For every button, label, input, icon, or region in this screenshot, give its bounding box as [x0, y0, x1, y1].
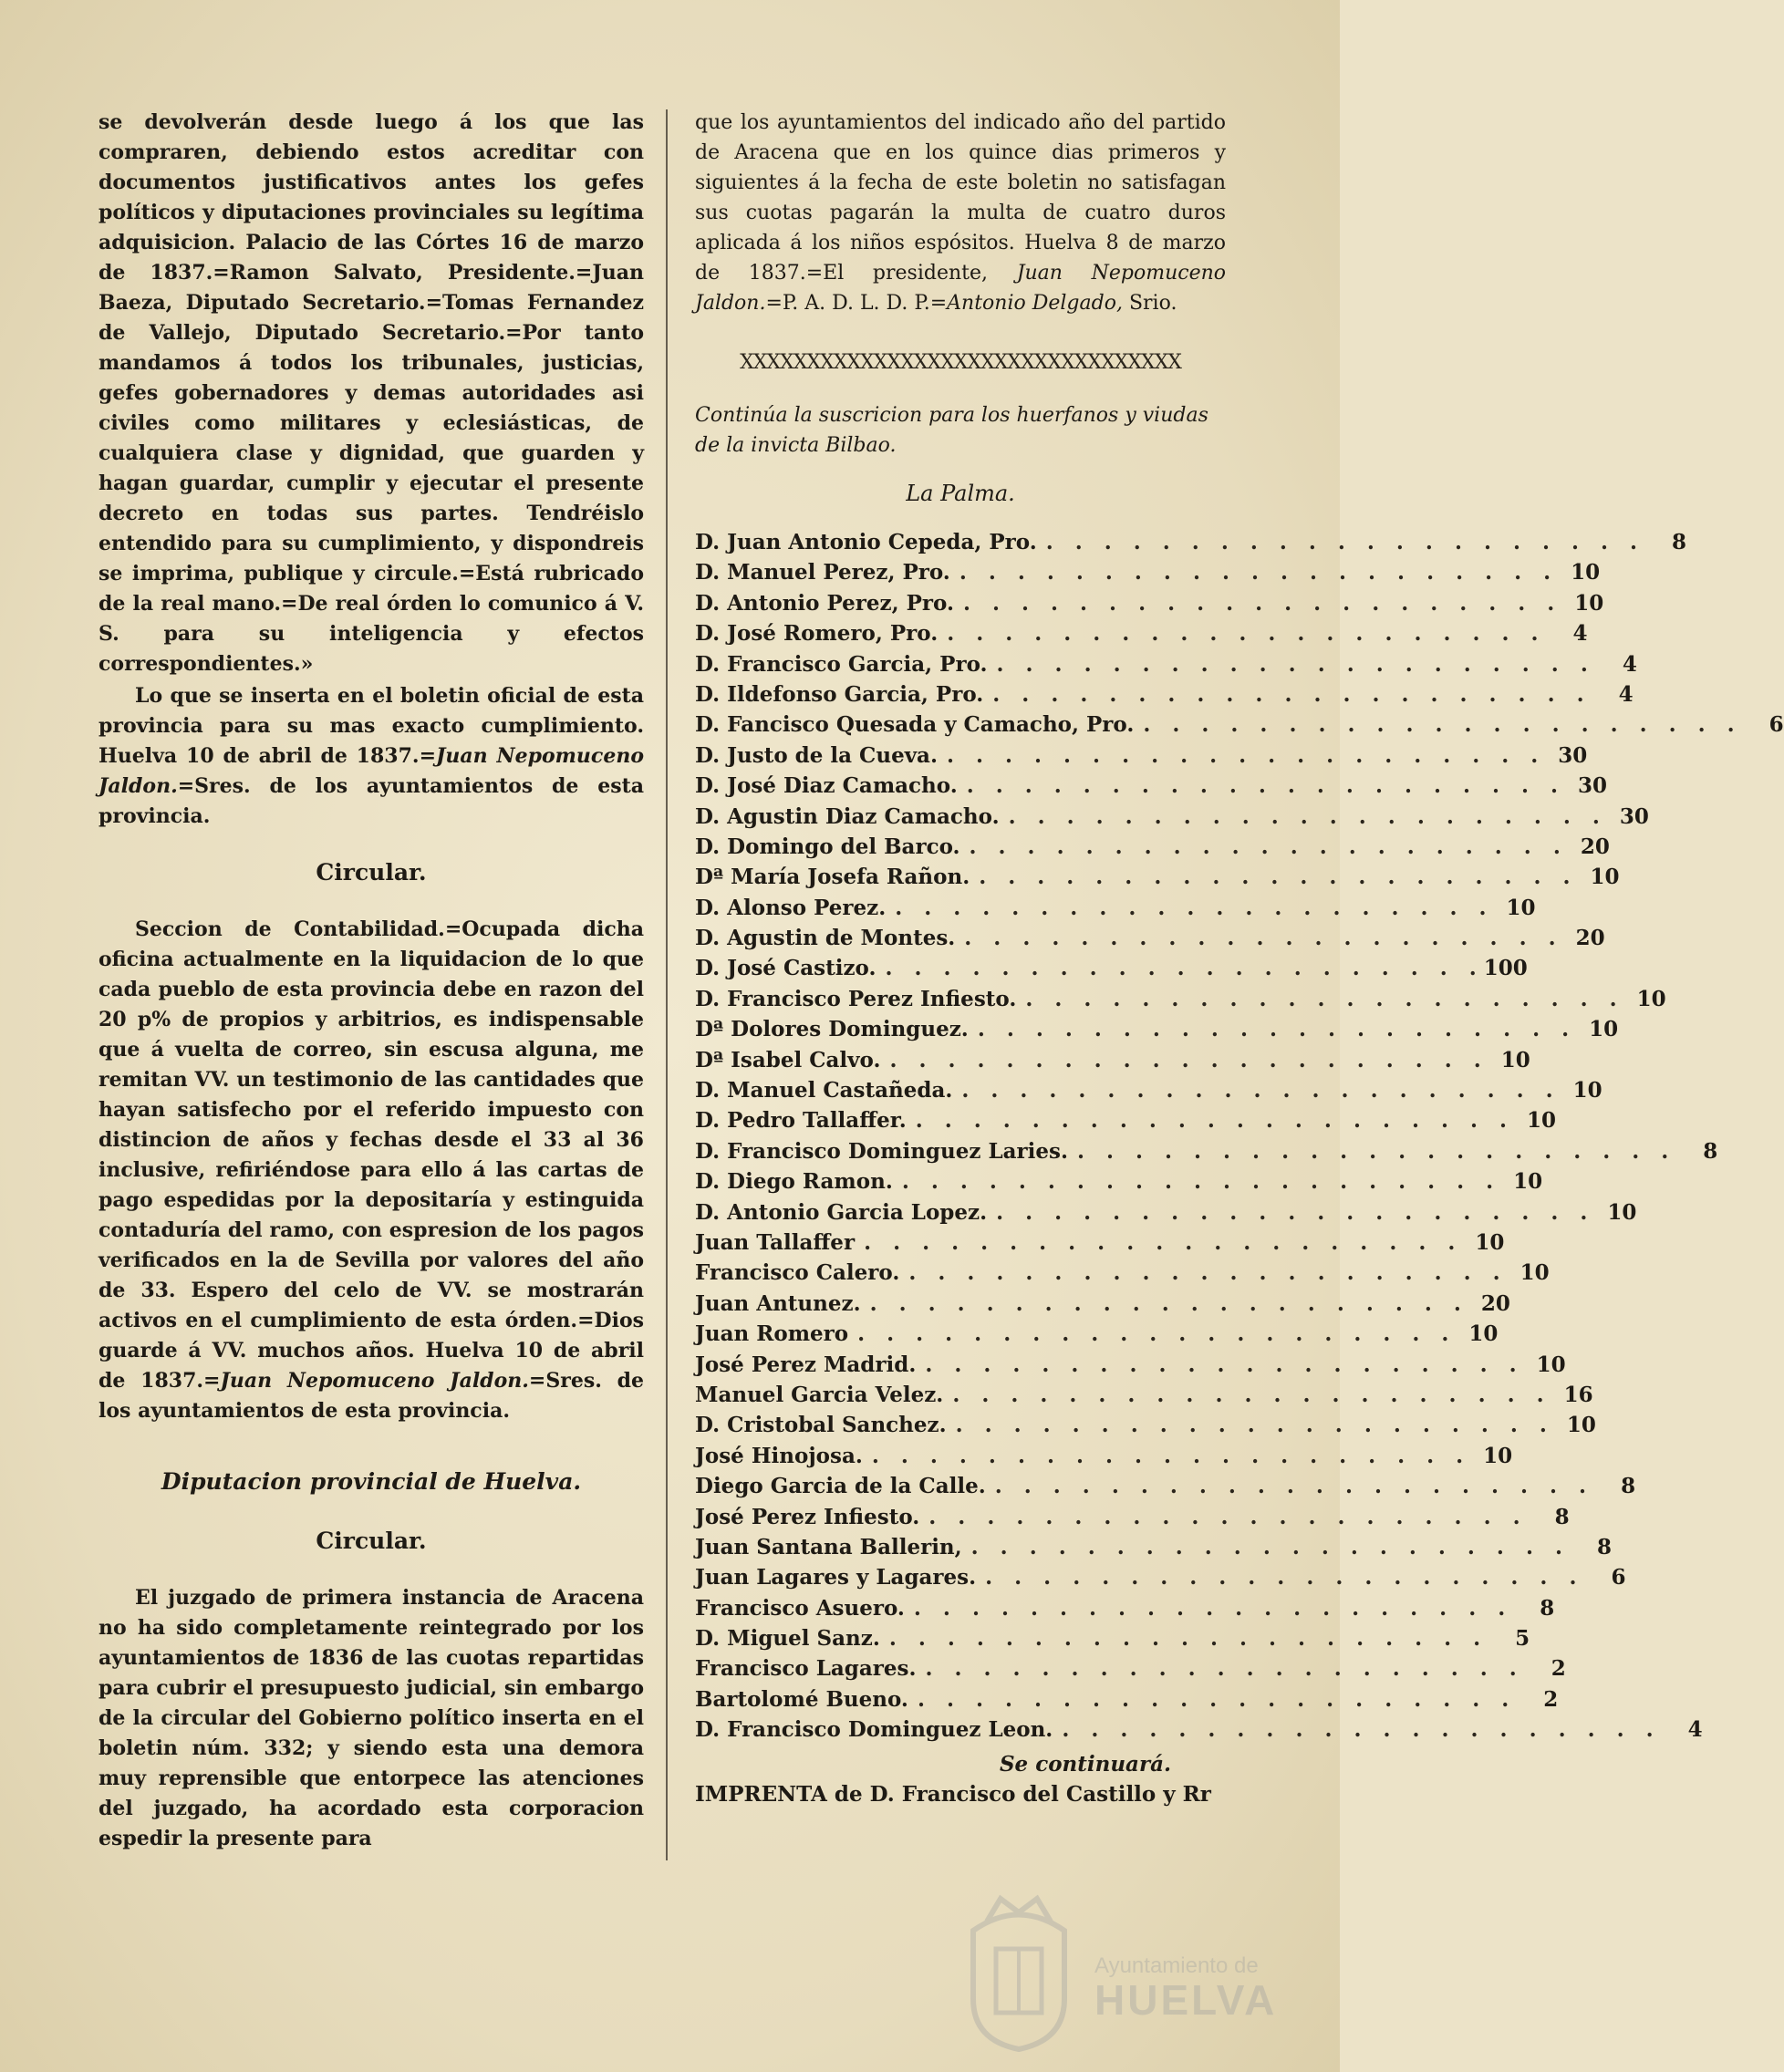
donor-name: José Hinojosa. [695, 1443, 863, 1468]
donor-entry [695, 1656, 1566, 1686]
watermark-line-2: HUELVA [1094, 1976, 1278, 2024]
right-paragraph-1-text: que los ayuntamientos del indicado año del partido de Aracena que en los quince dias primeros y siguientes á la fecha de este boletin no satisfagan sus cuotas pagarán la multa de cuatro duros aplicada á los niños espósitos. Huelva 8 de marzo de 1837.=El presidente, [695, 111, 1226, 285]
right-paragraph-1 [695, 108, 1226, 318]
leader-dots: . . . . . . . . . . . . . . . . . . . . . [952, 1382, 1551, 1407]
leader-dots: . . . . . . . . . . . . . . . . . . . . . [966, 773, 1566, 799]
donor-entry [695, 621, 1588, 651]
donor-name: D. Miguel Sanz. [695, 1626, 880, 1652]
leader-dots: . . . . . . . . . . . . . . . . . . . . . [955, 1413, 1554, 1438]
donor-entry [695, 1260, 1550, 1290]
donor-amount: 2 [1543, 1686, 1559, 1712]
right-paragraph-1-end-2: Srio. [1122, 292, 1177, 315]
donor-amount: 10 [1506, 895, 1536, 920]
donor-amount: 4 [1687, 1717, 1703, 1743]
leader-dots: . . . . . . . . . . . . . . . . . . . . . [925, 1352, 1524, 1377]
leader-dots: . . . . . . . . . . . . . . . . . . . . . [1025, 986, 1624, 1011]
donor-amount: 8 [1596, 1534, 1612, 1559]
donor-entry [695, 926, 1605, 956]
leader-dots: . . . . . . . . . . . . . . . . . . . . . [901, 1169, 1501, 1195]
leader-dots: . . . . . . . . . . . . . . . . . . . . . [895, 895, 1494, 920]
leader-dots: . . . . . . . . . . . . . . . . . . . . . [962, 590, 1562, 616]
donor-entry [695, 1474, 1636, 1504]
donor-entry [695, 1595, 1555, 1626]
donor-entry [695, 803, 1649, 834]
donor-name: D. Justo de la Cueva. [695, 742, 938, 768]
donor-name: D. Alonso Perez. [695, 895, 887, 920]
donor-amount: 16 [1563, 1382, 1593, 1407]
left-paragraph-2-end: =Sres. de los ayuntamientos de esta provincia. [99, 774, 644, 828]
donor-name: D. José Diaz Camacho. [695, 773, 958, 799]
donor-entry [695, 1382, 1593, 1413]
donor-name: Juan Lagares y Lagares. [695, 1565, 977, 1590]
donor-name: José Perez Madrid. [695, 1352, 917, 1377]
donor-entry [695, 834, 1610, 865]
donor-entry [695, 1443, 1513, 1474]
donor-entry [695, 956, 1528, 986]
donor-name: D. Francisco Perez Infiesto. [695, 986, 1017, 1011]
donor-entry [695, 1534, 1612, 1565]
donor-amount: 6 [1611, 1565, 1626, 1590]
left-paragraph-2-text: Lo que se inserta en el boletin oficial de esta provincia para su mas exacto cumplimiento. Huelva 10 de abril de 1837.= [99, 684, 644, 768]
leader-dots: . . . . . . . . . . . . . . . . . . . . . [1062, 1717, 1661, 1743]
donor-name: D. Antonio Perez, Pro. [695, 590, 954, 616]
leader-dots: . . . . . . . . . . . . . . . . . . . . . [947, 621, 1546, 647]
right-paragraph-1-signature: Juan Nepomuceno Jaldon. [695, 262, 1227, 315]
donor-amount: 10 [1589, 1017, 1619, 1042]
donor-entry [695, 1321, 1499, 1352]
donor-amount: 20 [1580, 834, 1610, 859]
donor-entry [695, 1717, 1703, 1747]
watermark-line-1: Ayuntamiento de [1094, 1953, 1259, 1978]
donor-entry [695, 712, 1784, 742]
donor-amount: 10 [1590, 865, 1620, 890]
donor-entry [695, 1626, 1530, 1656]
left-column [99, 108, 644, 1854]
donor-amount: 4 [1622, 651, 1637, 677]
leader-dots: . . . . . . . . . . . . . . . . . . . . . [889, 1047, 1488, 1072]
donor-entry [695, 1352, 1566, 1383]
leader-dots: . . . . . . . . . . . . . . . . . . . . . [1008, 803, 1607, 829]
donor-amount: 10 [1500, 1047, 1530, 1072]
donor-entry [695, 742, 1588, 773]
donor-name: D. Francisco Dominguez Laries. [695, 1138, 1068, 1164]
donor-name: D. Pedro Tallaffer. [695, 1108, 907, 1134]
donor-name: Manuel Garcia Velez. [695, 1382, 944, 1407]
watermark-text [1094, 1953, 1277, 2025]
donor-amount: 10 [1527, 1108, 1557, 1134]
leader-dots: . . . . . . . . . . . . . . . . . . . . . [964, 926, 1563, 951]
donor-name: D. Manuel Castañeda. [695, 1078, 953, 1103]
place-heading: La Palma. [906, 481, 1015, 506]
leader-dots: . . . . . . . . . . . . . . . . . . . . . [869, 1290, 1468, 1316]
leader-dots: . . . . . . . . . . . . . . . . . . . . . [996, 651, 1595, 677]
donor-amount: 10 [1536, 1352, 1566, 1377]
donor-name: D. Juan Antonio Cepeda, Pro. [695, 530, 1037, 554]
continues-note: Se continuará. [999, 1751, 1171, 1777]
coat-of-arms-icon [959, 1880, 1078, 2054]
left-paragraph-3 [99, 915, 644, 1426]
donor-amount: 8 [1621, 1474, 1636, 1499]
imprint-line: IMPRENTA de D. Francisco del Castillo y Rr [695, 1781, 1211, 1807]
leader-dots: . . . . . . . . . . . . . . . . . . . . . [925, 1656, 1524, 1682]
donor-entry [695, 1504, 1570, 1535]
donor-name: D. Agustin Diaz Camacho. [695, 803, 1000, 829]
donor-amount: 8 [1554, 1504, 1570, 1529]
donor-amount: 10 [1520, 1260, 1550, 1286]
donor-entry [695, 1108, 1557, 1138]
donor-entry [695, 681, 1634, 712]
donor-entry [695, 530, 1687, 560]
leader-dots: . . . . . . . . . . . . . . . . . . . . . [985, 1565, 1584, 1590]
leader-dots: . . . . . . . . . . . . . . . . . . . . . [857, 1321, 1457, 1347]
leader-dots: . . . . . . . . . . . . . . . . . . . . . [913, 1595, 1513, 1621]
leader-dots: . . . . . . . . . . . . . . . . . . . . . [1076, 1138, 1676, 1164]
donor-name: Bartolomé Bueno. [695, 1686, 908, 1712]
donor-name: D. Antonio Garcia Lopez. [695, 1199, 988, 1225]
donor-name: D. Agustin de Montes. [695, 926, 956, 951]
donor-entry [695, 1413, 1596, 1443]
donor-name: Juan Tallaffer [695, 1229, 856, 1255]
donor-amount: 8 [1540, 1595, 1555, 1621]
leader-dots: . . . . . . . . . . . . . . . . . . . . . [908, 1260, 1508, 1286]
donor-entry [695, 1078, 1602, 1108]
donor-amount: 10 [1572, 1078, 1602, 1103]
donor-name: Juan Romero [695, 1321, 849, 1347]
donor-amount: 5 [1515, 1626, 1530, 1652]
right-paragraph-1-signature-2: Antonio Delgado, [947, 292, 1123, 315]
donor-amount: 8 [1703, 1138, 1718, 1164]
left-paragraph-3-text: Seccion de Contabilidad.=Ocupada dicha oficina actualmente en la liquidacion de lo que cada pueblo de esta provincia debe en razon del 20 p% de propios y arbitrios, es indispensable que á vuelta de correo, sin escusa alguna, me remitan VV. un testimonio de las cantidades que hayan satisfecho por el referido impuesto con distincion de años y fechas desde el 33 al 36 inclusive, refiriéndose para ello á las cartas de pago espedidas por la depositaría y estinguida contaduría del ramo, con espresion de los pagos verificados en la de Sevilla por valores del año de 33. Espero del celo de VV. se mostrarán activos en el cumplimiento de esta órden.=Dios guarde á VV. muchos años. Huelva 10 de abril de 1837. [99, 917, 644, 1393]
donor-amount: 10 [1636, 986, 1666, 1011]
right-paragraph-1-end: =P. A. D. L. D. P.= [765, 292, 948, 315]
leader-dots: . . . . . . . . . . . . . . . . . . . . . [888, 1626, 1488, 1652]
donor-entry [695, 1229, 1505, 1260]
left-paragraph-2 [99, 681, 644, 832]
leader-dots: . . . . . . . . . . . . . . . . . . . . . [970, 1534, 1570, 1559]
donor-name: Dª María Josefa Rañon. [695, 865, 970, 890]
right-column [695, 108, 1784, 1807]
left-paragraph-3-signature: =Juan Nepomuceno Jaldon. [203, 1369, 529, 1393]
donor-entry [695, 895, 1536, 926]
heading-circular-2: Circular. [316, 1528, 427, 1554]
leader-dots: . . . . . . . . . . . . . . . . . . . . . [871, 1443, 1471, 1468]
donor-entry [695, 590, 1604, 621]
donor-amount: 100 [1483, 956, 1528, 981]
leader-dots: . . . . . . . . . . . . . . . . . . . . . [864, 1229, 1463, 1255]
watermark-logo [959, 1880, 1288, 2063]
donor-entry [695, 651, 1637, 682]
donor-entry [695, 1017, 1619, 1047]
donor-amount: 4 [1572, 621, 1588, 647]
donor-amount: 30 [1578, 773, 1608, 799]
donor-entry [695, 1169, 1543, 1199]
donor-name: Juan Santana Ballerin, [695, 1534, 962, 1559]
donor-entry [695, 773, 1608, 803]
donor-entry [695, 1199, 1637, 1230]
donor-amount: 10 [1483, 1443, 1513, 1468]
column-divider [666, 109, 668, 1860]
donor-amount: 10 [1607, 1199, 1637, 1225]
donor-amount: 10 [1475, 1229, 1505, 1255]
left-paragraph-2-signature: Juan Nepomuceno Jaldon. [99, 744, 644, 798]
heading-diputacion: Diputacion provincial de Huelva. [161, 1468, 582, 1495]
leader-dots: . . . . . . . . . . . . . . . . . . . . . [1045, 530, 1645, 554]
donor-amount: 8 [1672, 530, 1687, 554]
donor-list [695, 530, 1784, 1748]
donor-name: D. Fancisco Quesada y Camacho, Pro. [695, 712, 1135, 738]
donor-name: D. Francisco Garcia, Pro. [695, 651, 988, 677]
left-paragraph-1: se devolverán desde luego á los que las compraren, debiendo estos acreditar con documentos justificativos antes los gefes políticos y diputaciones provinciales su legítima adquisicion. Palacio de las Córtes 16 de marzo de 1837.=Ramon Salvato, Presidente.=Juan Baeza, Diputado Secretario.=Tomas Fernandez de Vallejo, Diputado Secretario.=Por tanto mandamos á todos los tribunales, justicias, gefes gobernadores y demas autoridades asi civiles como militares y eclesiásticas, de cualquiera clase y dignidad, que guarden y hagan guardar, cumplir y ejecutar el presente decreto en todas sus partes. Tendréislo entendido para su cumplimiento, y dispondreis se imprima, publique y circule.=Está rubricado de la real mano.=De real órden lo comunico á V. S. para su inteligencia y efectos correspondientes.» [99, 110, 644, 676]
donor-name: D. Francisco Dominguez Leon. [695, 1717, 1053, 1743]
donor-amount: 20 [1480, 1290, 1510, 1316]
leader-dots: . . . . . . . . . . . . . . . . . . . . . [928, 1504, 1528, 1529]
donor-name: D. José Castizo. [695, 956, 876, 981]
leader-dots: . . . . . . . . . . . . . . . . . . . . . [994, 1474, 1594, 1499]
donor-name: Francisco Calero. [695, 1260, 900, 1286]
ornamental-divider: XXXXXXXXXXXXXXXXXXXXXXXXXXXXXXXXX [740, 351, 1181, 374]
donor-amount: 6 [1768, 712, 1784, 738]
heading-circular-1: Circular. [316, 859, 427, 886]
donor-name: D. Ildefonso Garcia, Pro. [695, 681, 984, 707]
donor-amount: 4 [1618, 681, 1634, 707]
donor-name: Diego Garcia de la Calle. [695, 1474, 986, 1499]
donor-name: D. Domingo del Barco. [695, 834, 960, 859]
donor-entry [695, 1686, 1559, 1717]
donor-name: D. Manuel Perez, Pro. [695, 560, 950, 585]
leader-dots: . . . . . . . . . . . . . . . . . . . . . [959, 560, 1559, 585]
donor-entry [695, 865, 1620, 895]
donor-name: Juan Antunez. [695, 1290, 861, 1316]
donor-entry [695, 986, 1666, 1017]
donor-name: D. Diego Ramon. [695, 1169, 893, 1195]
donor-name: D. Cristobal Sanchez. [695, 1413, 947, 1438]
donor-name: Francisco Lagares. [695, 1656, 917, 1682]
leader-dots: . . . . . . . . . . . . . . . . . . . . . [979, 865, 1578, 890]
donor-entry [695, 1138, 1718, 1169]
donor-amount: 20 [1575, 926, 1605, 951]
leader-dots: . . . . . . . . . . . . . . . . . . . . . [969, 834, 1568, 859]
leader-dots: . . . . . . . . . . . . . . . . . . . . . [1143, 712, 1742, 738]
donor-amount: 2 [1551, 1656, 1566, 1682]
donor-name: Francisco Asuero. [695, 1595, 905, 1621]
leader-dots: . . . . . . . . . . . . . . . . . . . . . [961, 1078, 1561, 1103]
donor-entry [695, 1290, 1510, 1321]
donor-name: José Perez Infiesto. [695, 1504, 920, 1529]
leader-dots: . . . . . . . . . . . . . . . . . . . . . [996, 1199, 1595, 1225]
left-paragraph-3-end: =Sres. de los ayuntamientos de esta provincia. [99, 1369, 645, 1423]
donor-name: Dª Isabel Calvo. [695, 1047, 881, 1072]
donor-amount: 10 [1468, 1321, 1499, 1347]
leader-dots: . . . . . . . . . . . . . . . . . . . . . [917, 1686, 1517, 1712]
leader-dots: . . . . . . . . . . . . . . . . . . . . . [915, 1108, 1515, 1134]
donor-name: D. José Romero, Pro. [695, 621, 939, 647]
donor-amount: 10 [1571, 560, 1601, 585]
leader-dots: . . . . . . . . . . . . . . . . . . . . . [992, 681, 1592, 707]
donor-amount: 30 [1558, 742, 1588, 768]
donor-name: Dª Dolores Dominguez. [695, 1017, 969, 1042]
leader-dots: . . . . . . . . . . . . . . . . . . . . . [946, 742, 1546, 768]
leader-dots: . . . . . . . . . . . . . . . . . . . . . [977, 1017, 1577, 1042]
leader-dots: . . . . . . . . . . . . . . . . . . . . . [885, 956, 1484, 981]
donor-entry [695, 1565, 1626, 1595]
subscription-intro: Continúa la suscricion para los huerfanos y viudas de la invicta Bilbao. [695, 404, 1208, 457]
donor-entry [695, 1047, 1530, 1078]
donor-amount: 10 [1513, 1169, 1543, 1195]
donor-entry [695, 560, 1601, 590]
donor-amount: 30 [1619, 803, 1649, 829]
donor-amount: 10 [1574, 590, 1604, 616]
donor-amount: 10 [1566, 1413, 1596, 1438]
left-paragraph-4: El juzgado de primera instancia de Aracena no ha sido completamente reintegrado por los ayuntamientos de 1836 de las cuotas repartidas para cubrir el presupuesto judicial, sin embargo de la circular del Gobierno político inserta en el boletin núm. 332; y siendo esta una demora muy reprensible que entorpece las atenciones del juzgado, ha acordado esta corporacion espedir la presente para [99, 1586, 644, 1850]
